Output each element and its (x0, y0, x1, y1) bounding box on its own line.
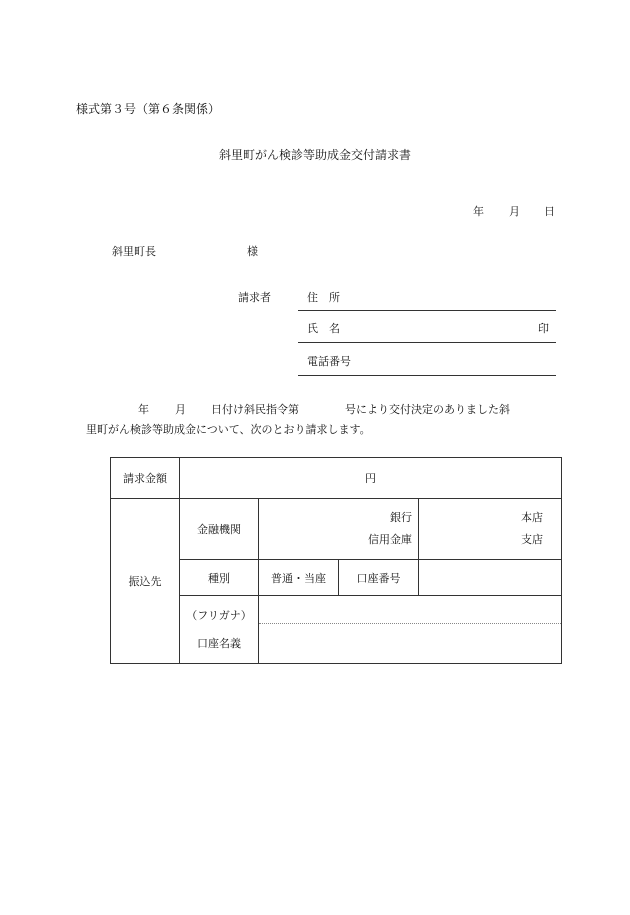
addressee-honorific: 様 (247, 245, 258, 258)
institution-label: 金融機関 (180, 499, 259, 560)
phone-underline (298, 375, 556, 376)
branch-field[interactable] (419, 499, 562, 560)
address-label: 住 所 (307, 291, 340, 304)
name-underline (298, 342, 556, 343)
account-name-label: 口座名義 (197, 636, 241, 650)
date-year: 年 (473, 205, 484, 218)
form-number: 様式第３号（第６条関係） (76, 102, 221, 116)
institution-field[interactable] (259, 499, 419, 560)
seal-mark: 印 (538, 322, 549, 335)
request-table (110, 457, 562, 664)
amount-label: 請求金額 (111, 458, 180, 499)
requester-label: 請求者 (238, 291, 271, 304)
body-day-text: 日付け斜民指令第 (211, 403, 299, 416)
head-office-label: 本店 (521, 511, 543, 524)
amount-field[interactable] (180, 458, 562, 499)
account-number-field[interactable] (419, 560, 562, 596)
yen-unit: 円 (365, 472, 376, 485)
furigana-field[interactable] (259, 596, 561, 624)
body-year: 年 (138, 403, 149, 416)
credit-union-label: 信用金庫 (368, 533, 412, 546)
account-holder-field[interactable] (259, 624, 561, 663)
body-month: 月 (175, 403, 186, 416)
address-underline (298, 310, 556, 311)
date-day: 日 (544, 205, 555, 218)
transfer-label: 振込先 (111, 499, 180, 664)
addressee-name: 斜里町長 (112, 245, 156, 258)
account-name-field[interactable] (259, 596, 562, 664)
branch-label: 支店 (521, 533, 543, 546)
account-number-label: 口座番号 (339, 560, 419, 596)
account-name-labels (180, 596, 259, 664)
date-month: 月 (509, 205, 520, 218)
phone-label: 電話番号 (307, 355, 351, 368)
body-line2: 里町がん検診等助成金について、次のとおり請求します。 (86, 423, 371, 436)
name-label: 氏 名 (307, 322, 340, 335)
type-value[interactable]: 普通・当座 (259, 560, 339, 596)
bank-label: 銀行 (390, 511, 412, 524)
type-label: 種別 (180, 560, 259, 596)
furigana-label: （フリガナ） (186, 608, 252, 622)
body-rest-text: 号により交付決定のありました斜 (345, 403, 510, 416)
document-title: 斜里町がん検診等助成金交付請求書 (218, 148, 411, 162)
